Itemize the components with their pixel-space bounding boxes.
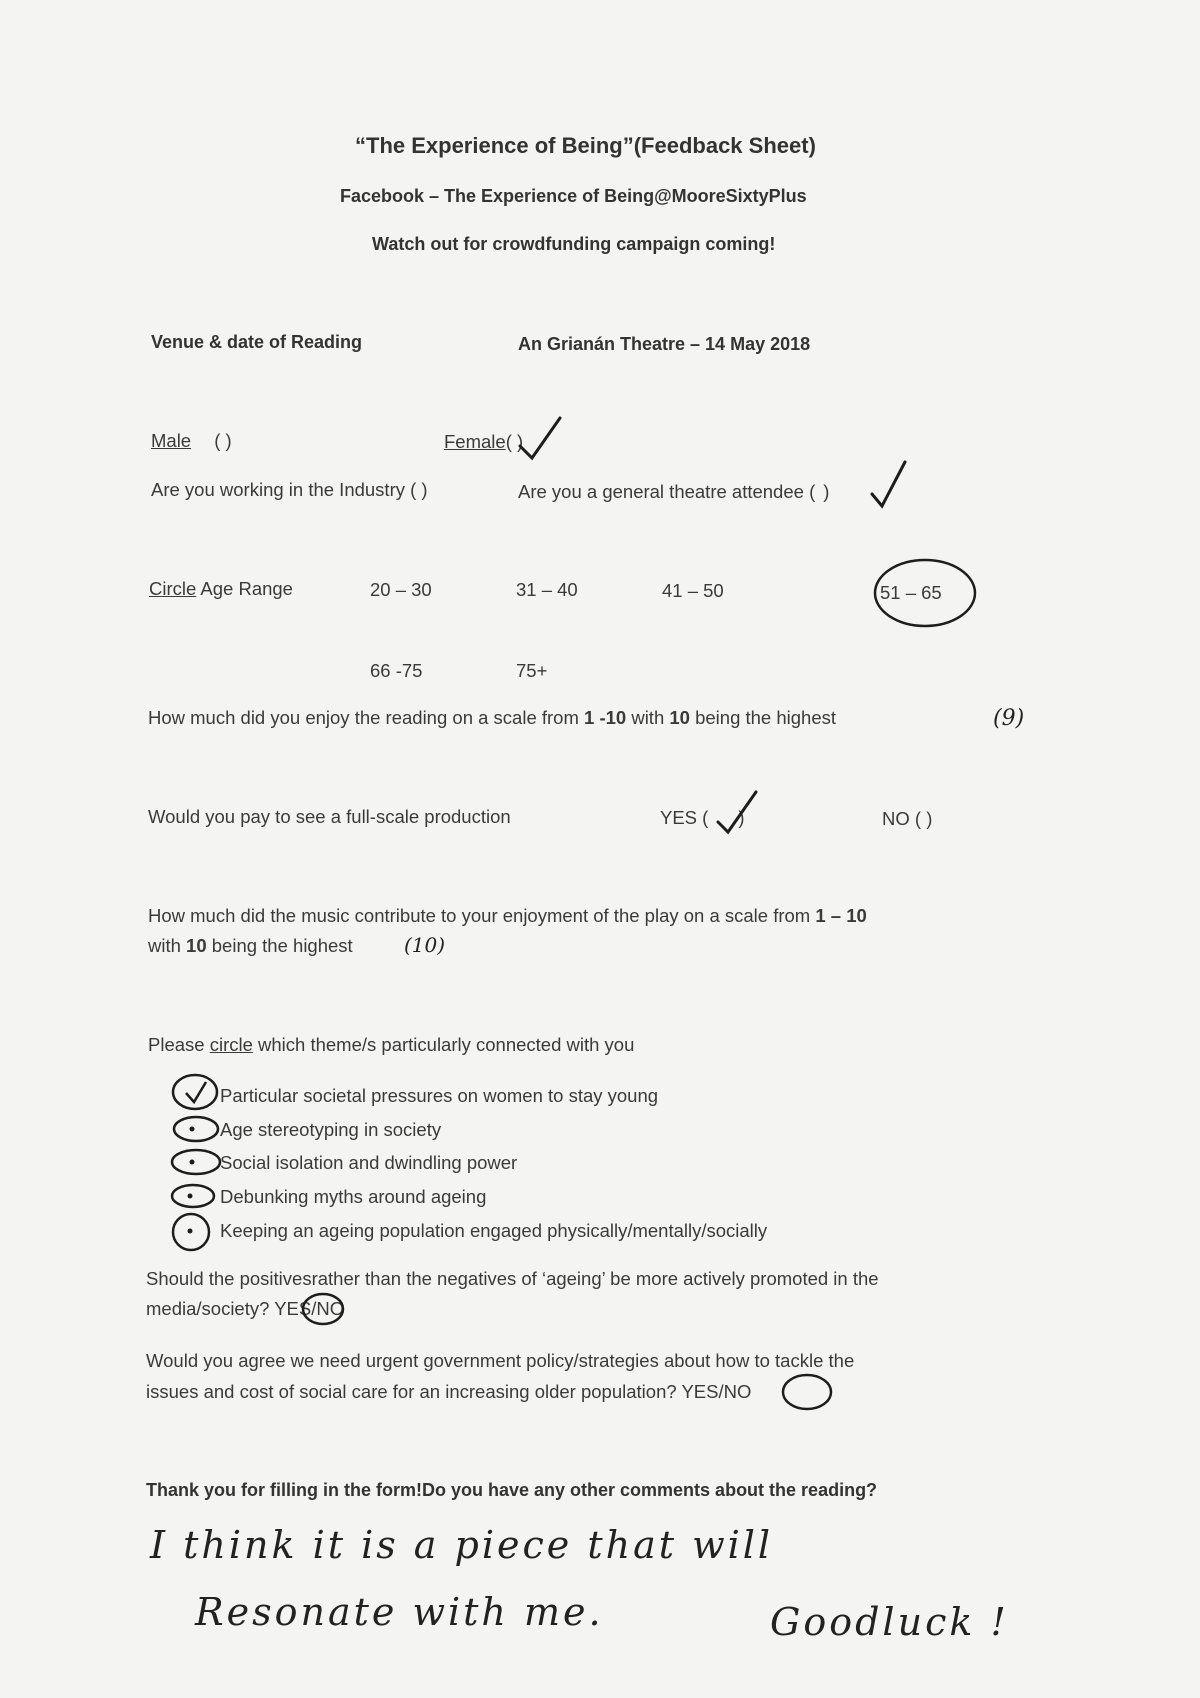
policy-question-line2[interactable]: issues and cost of social care for an increasing older population? YES/NO <box>146 1381 752 1402</box>
music-question-line1 <box>148 905 867 927</box>
age-range-label <box>149 578 293 600</box>
policy-question-line1: Would you agree we need urgent government policy/strategies about how to tackle the <box>146 1350 855 1371</box>
positives-question-line2[interactable]: media/society? YES/NO <box>146 1298 345 1319</box>
policy-yes-circle <box>783 1375 831 1409</box>
music-question-line2 <box>148 935 353 957</box>
age-circle-word: Circle <box>149 578 197 599</box>
music-line1-pre: How much did the music contribute to your enjoyment of the play on a scale from <box>148 905 816 926</box>
crowdfunding-line: Watch out for crowdfunding campaign coming! <box>372 234 776 254</box>
male-label: Male <box>151 430 192 451</box>
attendee-question[interactable] <box>518 481 829 503</box>
theme-4-circle <box>172 1185 214 1207</box>
theme-1-checkmark-icon <box>186 1082 206 1102</box>
attendee-question-text: Are you a general theatre attendee ( <box>518 481 816 502</box>
theme-3-circle <box>172 1150 220 1174</box>
female-checkbox[interactable]: ( ) <box>505 431 524 452</box>
enjoy-question <box>148 707 836 729</box>
themes-prompt-circle: circle <box>209 1034 253 1055</box>
music-line2-post: being the highest <box>206 935 353 956</box>
attendee-checkmark-icon <box>872 462 905 506</box>
theme-1-circle <box>173 1075 217 1109</box>
pay-question: Would you pay to see a full-scale production <box>148 806 511 827</box>
theme-option-2[interactable]: Age stereotyping in society <box>220 1119 442 1140</box>
handwritten-comment-line1[interactable]: I think it is a piece that will <box>150 1523 774 1567</box>
music-answer[interactable]: (10) <box>404 933 446 957</box>
pay-yes-option[interactable] <box>660 807 745 829</box>
venue-value: An Grianán Theatre – 14 May 2018 <box>518 334 811 354</box>
themes-prompt <box>148 1034 634 1056</box>
theme-4-dot-icon <box>188 1194 193 1199</box>
music-line2-pre: with <box>148 935 187 956</box>
age-label-rest: Age Range <box>196 578 293 599</box>
theme-option-3[interactable]: Social isolation and dwindling power <box>220 1152 518 1173</box>
themes-prompt-post: which theme/s particularly connected with you <box>252 1034 635 1055</box>
enjoy-mid: with <box>626 707 670 728</box>
positives-question-line1: Should the positivesrather than the negatives of ‘ageing’ be more actively promoted in the <box>146 1268 879 1289</box>
age-option-31-40[interactable]: 31 – 40 <box>516 579 578 600</box>
age-option-75-plus[interactable]: 75+ <box>516 660 548 681</box>
theme-option-5[interactable]: Keeping an ageing population engaged physically/mentally/socially <box>220 1220 768 1241</box>
theme-3-dot-icon <box>190 1160 195 1165</box>
venue-label: Venue & date of Reading <box>151 332 363 352</box>
age-option-51-65[interactable]: 51 – 65 <box>880 582 942 603</box>
attendee-close: ) <box>823 481 830 502</box>
handwritten-signoff[interactable]: Goodluck ! <box>770 1600 1009 1644</box>
comments-prompt: Thank you for filling in the form!Do you have any other comments about the reading? <box>146 1480 878 1500</box>
theme-option-4[interactable]: Debunking myths around ageing <box>220 1186 487 1207</box>
pay-yes-close: ) <box>738 807 745 828</box>
age-option-66-75[interactable]: 66 -75 <box>370 660 423 681</box>
music-scale: 1 – 10 <box>815 905 867 926</box>
music-ten: 10 <box>186 935 207 956</box>
theme-2-dot-icon <box>190 1127 195 1132</box>
male-option[interactable] <box>151 430 232 452</box>
enjoy-scale: 1 -10 <box>584 707 627 728</box>
theme-5-dot-icon <box>188 1229 193 1234</box>
handwritten-comment-line2[interactable]: Resonate with me. <box>195 1590 604 1634</box>
age-option-20-30[interactable]: 20 – 30 <box>370 579 432 600</box>
female-label: Female <box>444 431 506 452</box>
industry-question[interactable]: Are you working in the Industry ( ) <box>151 479 428 500</box>
facebook-line: Facebook – The Experience of Being@MooreSixtyPlus <box>340 186 807 206</box>
theme-option-1[interactable]: Particular societal pressures on women to stay young <box>220 1085 659 1106</box>
themes-prompt-pre: Please <box>148 1034 210 1055</box>
pay-yes-label: YES ( <box>660 807 709 828</box>
enjoy-pre: How much did you enjoy the reading on a scale from <box>148 707 585 728</box>
pay-no-option[interactable]: NO ( ) <box>882 808 933 829</box>
female-option[interactable] <box>444 431 523 453</box>
theme-5-circle <box>173 1214 209 1250</box>
enjoy-answer[interactable]: (9) <box>993 706 1025 731</box>
form-title: “The Experience of Being”(Feedback Sheet) <box>355 133 816 158</box>
theme-2-circle <box>174 1117 218 1141</box>
female-checkmark-icon <box>520 418 560 458</box>
male-checkbox[interactable]: ( ) <box>214 430 232 451</box>
enjoy-ten: 10 <box>669 707 690 728</box>
age-option-41-50[interactable]: 41 – 50 <box>662 580 724 601</box>
enjoy-post: being the highest <box>689 707 837 728</box>
